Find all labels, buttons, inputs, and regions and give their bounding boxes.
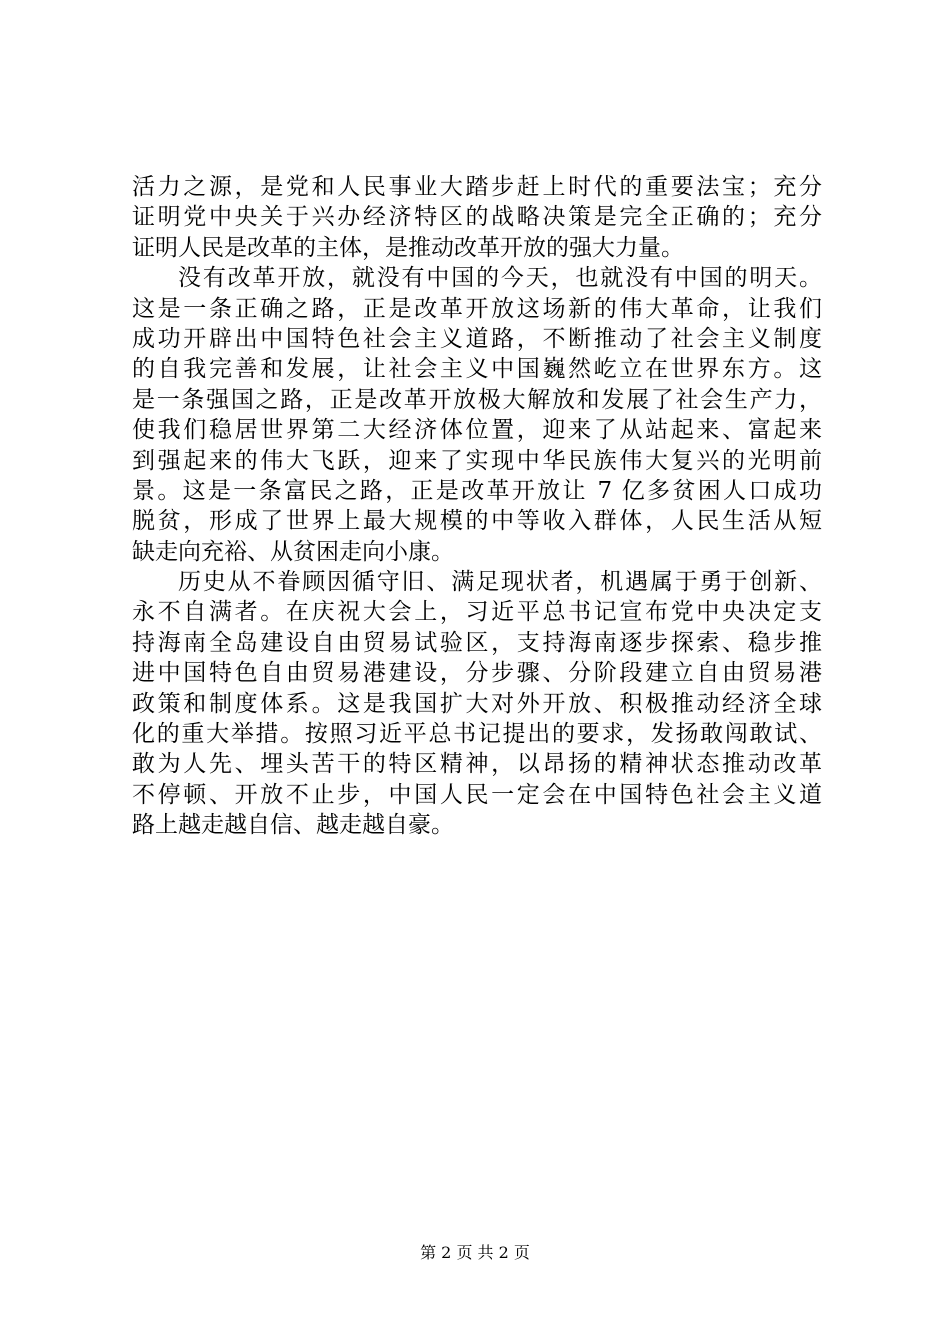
- text-line: 不停顿、开放不止步，中国人民一定会在中国特色社会主义道: [132, 781, 822, 808]
- text-line: 脱贫，形成了世界上最大规模的中等收入群体，人民生活从短: [132, 508, 822, 535]
- text-line: 进中国特色自由贸易港建设，分步骤、分阶段建立自由贸易港: [132, 660, 822, 687]
- text-line: 证明党中央关于兴办经济特区的战略决策是完全正确的；充分: [132, 204, 822, 231]
- text-line: 持海南全岛建设自由贸易试验区，支持海南逐步探索、稳步推: [132, 629, 822, 656]
- text-line: 这是一条正确之路，正是改革开放这场新的伟大革命，让我们: [132, 295, 822, 322]
- text-line: 证明人民是改革的主体，是推动改革开放的强大力量。: [132, 234, 684, 261]
- text-line: 敢为人先、埋头苦干的特区精神，以昂扬的精神状态推动改革: [132, 751, 822, 778]
- text-line: 的自我完善和发展，让社会主义中国巍然屹立在世界东方。这: [132, 356, 822, 383]
- text-line: 成功开辟出中国特色社会主义道路，不断推动了社会主义制度: [132, 325, 822, 352]
- text-line: 永不自满者。在庆祝大会上，习近平总书记宣布党中央决定支: [132, 599, 822, 626]
- text-line: 历史从不眷顾因循守旧、满足现状者，机遇属于勇于创新、: [178, 569, 822, 596]
- text-line: 景。这是一条富民之路，正是改革开放让 7 亿多贫困人口成功: [132, 477, 822, 504]
- page-footer: 第 2 页 共 2 页: [420, 1243, 530, 1262]
- text-line: 政策和制度体系。这是我国扩大对外开放、积极推动经济全球: [132, 690, 822, 717]
- text-line: 化的重大举措。按照习近平总书记提出的要求，发扬敢闯敢试、: [132, 721, 822, 748]
- text-line: 缺走向充裕、从贫困走向小康。: [132, 538, 454, 565]
- text-line: 路上越走越自信、越走越自豪。: [132, 812, 454, 839]
- text-line: 是一条强国之路，正是改革开放极大解放和发展了社会生产力，: [132, 386, 822, 413]
- text-line: 活力之源，是党和人民事业大踏步赶上时代的重要法宝；充分: [132, 174, 822, 200]
- text-line: 使我们稳居世界第二大经济体位置，迎来了从站起来、富起来: [132, 417, 822, 444]
- text-line: 到强起来的伟大飞跃，迎来了实现中华民族伟大复兴的光明前: [132, 447, 822, 474]
- body-text: [132, 172, 822, 841]
- text-line: 没有改革开放，就没有中国的今天，也就没有中国的明天。: [178, 265, 822, 292]
